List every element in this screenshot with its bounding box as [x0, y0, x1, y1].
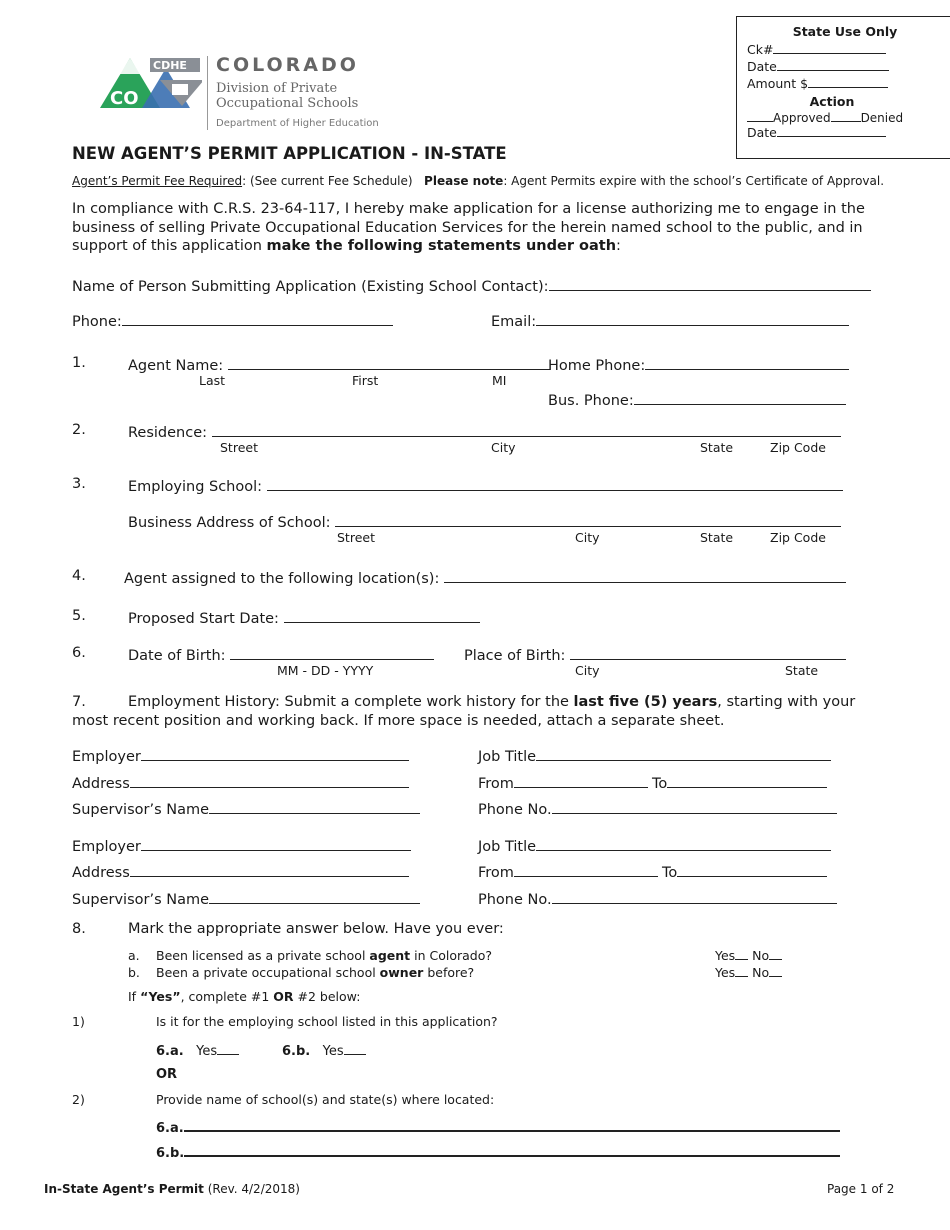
assigned-location-field[interactable]: Agent assigned to the following location(s): [124, 568, 846, 587]
svg-text:CO: CO [110, 88, 139, 109]
business-street-label: Street [337, 530, 375, 545]
start-date-field[interactable]: Proposed Start Date: [128, 608, 480, 627]
logo-divider [207, 56, 208, 130]
q8-number: 8. [72, 921, 86, 937]
page-title: NEW AGENT’S PERMIT APPLICATION - IN-STATE [72, 144, 507, 163]
q8-label: Mark the appropriate answer below. Have you ever: [128, 921, 504, 937]
phone-field[interactable]: Phone: [72, 311, 393, 330]
q5-number: 5. [72, 608, 86, 624]
business-address-field[interactable]: Business Address of School: [128, 512, 841, 531]
q8b-question: Been a private occupational school owner before? [156, 965, 475, 980]
business-city-label: City [575, 530, 600, 545]
business-state-label: State [700, 530, 734, 545]
agent-name-mi-label: MI [492, 373, 507, 388]
job-title-2-field[interactable]: Job Title [478, 836, 831, 855]
amount-field[interactable]: Amount $ [747, 75, 888, 91]
home-phone-field[interactable]: Home Phone: [548, 355, 849, 374]
sub2-6b-field[interactable]: 6.b. [156, 1143, 840, 1161]
sub1-number: 1) [72, 1014, 85, 1029]
fee-note-line: Agent’s Permit Fee Required: (See current Fee Schedule) Please note: Agent Permits expire with the school’s Certificate of Approval. [72, 174, 885, 188]
address-2-field[interactable]: Address [72, 862, 409, 881]
sub2-6a-field[interactable]: 6.a. [156, 1118, 840, 1136]
logo-division-line2: Occupational Schools [216, 96, 359, 111]
state-date-field[interactable]: Date [747, 58, 889, 74]
dob-format-label: MM - DD - YYYY [277, 663, 374, 678]
job-title-1-field[interactable]: Job Title [478, 746, 831, 765]
colorado-mountain-icon [100, 56, 202, 112]
agent-name-first-label: First [352, 373, 379, 388]
q3-number: 3. [72, 476, 86, 492]
q8a-letter: a. [128, 948, 140, 963]
employer-1-field[interactable]: Employer [72, 746, 409, 765]
q7-number: 7. [72, 694, 86, 710]
intro-line-3: support of this application make the following statements under oath: [72, 238, 621, 254]
q2-number: 2. [72, 422, 86, 438]
submitter-field[interactable]: Name of Person Submitting Application (Existing School Contact): [72, 276, 871, 295]
q6-number: 6. [72, 645, 86, 661]
date-of-birth-field[interactable]: Date of Birth: [128, 645, 434, 664]
state-use-title: State Use Only [792, 24, 898, 39]
residence-city-label: City [491, 440, 516, 455]
q8a-yes-no[interactable]: Yes No [715, 948, 782, 963]
intro-line-1: In compliance with C.R.S. 23-64-117, I hereby make application for a license authorizing me to engage in the [72, 201, 865, 217]
from-2-field[interactable]: From [478, 862, 658, 881]
residence-zip-label: Zip Code [770, 440, 826, 455]
sub-or-label: OR [156, 1067, 178, 1082]
intro-line-2: business of selling Private Occupational Education Services for the herein named school to the public, and in [72, 220, 863, 236]
logo-department: Department of Higher Education [216, 118, 379, 129]
residence-street-label: Street [220, 440, 258, 455]
employing-school-field[interactable]: Employing School: [128, 476, 843, 495]
to-1-field[interactable]: To [652, 773, 827, 792]
footer-page-number: Page 1 of 2 [827, 1182, 895, 1196]
sub1-6b-field[interactable]: 6.b. Yes [282, 1042, 366, 1059]
supervisor-1-field[interactable]: Supervisor’s Name [72, 799, 420, 818]
employment-history-line-1: Employment History: Submit a complete work history for the last five (5) years, starting with your [128, 694, 856, 710]
email-field[interactable]: Email: [491, 311, 849, 330]
sub1-question: Is it for the employing school listed in this application? [156, 1014, 498, 1029]
q8-if-yes-note: If “Yes”, complete #1 OR #2 below: [128, 989, 361, 1004]
bus-phone-field[interactable]: Bus. Phone: [548, 390, 846, 409]
pob-city-label: City [575, 663, 600, 678]
action-approval-field[interactable]: Approved Denied [747, 109, 903, 125]
q8a-question: Been licensed as a private school agent in Colorado? [156, 948, 493, 963]
svg-text:CDHE: CDHE [153, 59, 187, 72]
employer-2-field[interactable]: Employer [72, 836, 411, 855]
logo-division-line1: Division of Private [216, 81, 338, 96]
agent-name-field[interactable]: Agent Name: [128, 355, 550, 374]
supervisor-2-field[interactable]: Supervisor’s Name [72, 889, 420, 908]
q8b-yes-no[interactable]: Yes No [715, 965, 782, 980]
sub2-question: Provide name of school(s) and state(s) where located: [156, 1092, 495, 1107]
logo-state-name: COLORADO [216, 54, 359, 76]
q4-number: 4. [72, 568, 86, 584]
business-zip-label: Zip Code [770, 530, 826, 545]
sub1-6a-field[interactable]: 6.a. Yes [156, 1042, 239, 1059]
phone-no-2-field[interactable]: Phone No. [478, 889, 837, 908]
sub2-number: 2) [72, 1092, 85, 1107]
pob-state-label: State [785, 663, 819, 678]
phone-no-1-field[interactable]: Phone No. [478, 799, 837, 818]
ck-field[interactable]: Ck# [747, 41, 886, 57]
employment-history-line-2: most recent position and working back. If more space is needed, attach a separate sheet. [72, 713, 725, 729]
action-date-field[interactable]: Date [747, 124, 886, 140]
agent-name-last-label: Last [199, 373, 226, 388]
action-title: Action [809, 94, 855, 109]
q8b-letter: b. [128, 965, 140, 980]
place-of-birth-field[interactable]: Place of Birth: [464, 645, 846, 664]
state-use-box [736, 16, 950, 159]
cdhe-logo [100, 56, 202, 116]
address-1-field[interactable]: Address [72, 773, 409, 792]
to-2-field[interactable]: To [662, 862, 827, 881]
from-1-field[interactable]: From [478, 773, 648, 792]
residence-field[interactable]: Residence: [128, 422, 841, 441]
residence-state-label: State [700, 440, 734, 455]
footer-form-id: In-State Agent’s Permit (Rev. 4/2/2018) [44, 1182, 300, 1196]
q1-number: 1. [72, 355, 86, 371]
